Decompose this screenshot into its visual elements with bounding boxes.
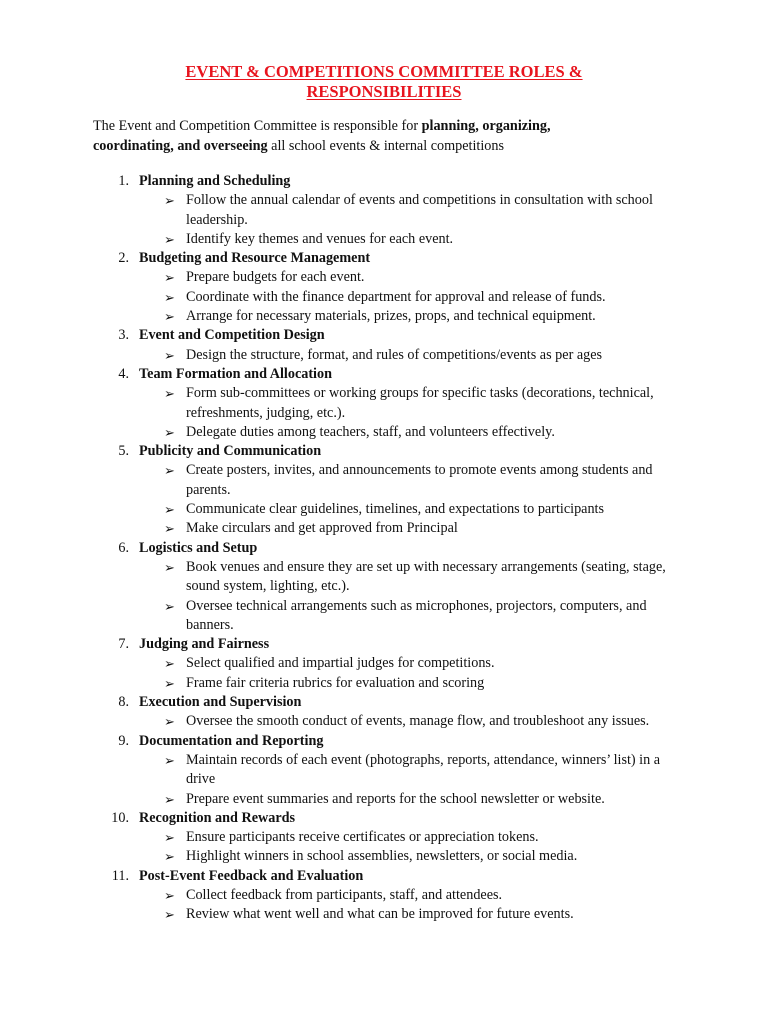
bullet-point [0, 346, 768, 365]
bullet-point [0, 674, 768, 693]
bullet-point [0, 500, 768, 519]
arrow-bullet-icon: ➢ [164, 887, 175, 903]
bullet-text: Identify key themes and venues for each event. [186, 230, 454, 247]
bullet-text: Oversee technical arrangements such as microphones, projectors, computers, and banners. [186, 597, 647, 633]
bullet-text: Communicate clear guidelines, timelines, and expectations to participants [186, 501, 605, 518]
arrow-bullet-icon: ➢ [164, 675, 175, 691]
list-item-number: 11. [111, 867, 129, 884]
list-item [0, 172, 768, 249]
list-item-number: 10. [111, 809, 129, 826]
list-item-title: Budgeting and Resource Management [139, 250, 371, 267]
list-item-number: 6. [118, 539, 129, 556]
title-line-2: RESPONSIBILITIES [306, 81, 462, 101]
arrow-bullet-icon: ➢ [164, 559, 175, 575]
list-item-heading [0, 172, 768, 191]
bullet-text: Follow the annual calendar of events and competitions in consultation with school leadership. [186, 192, 653, 228]
bullet-text: Review what went well and what can be improved for future events. [186, 906, 574, 923]
list-item-number: 1. [118, 173, 129, 189]
list-item [0, 442, 768, 538]
bullet-text: Select qualified and impartial judges for competitions. [186, 655, 495, 672]
list-item-number: 5. [118, 443, 129, 460]
list-item-title: Publicity and Communication [139, 443, 322, 460]
bullet-text: Coordinate with the finance department for approval and release of funds. [186, 288, 606, 305]
arrow-bullet-icon: ➢ [164, 907, 175, 923]
bullet-text: Delegate duties among teachers, staff, and volunteers effectively. [186, 423, 555, 440]
arrow-bullet-icon: ➢ [164, 714, 175, 730]
arrow-bullet-icon: ➢ [164, 193, 175, 209]
bullet-point [0, 558, 768, 597]
list-item-title: Execution and Supervision [139, 694, 302, 711]
list-item-heading [0, 365, 768, 384]
list-item-heading [0, 693, 768, 712]
intro-paragraph [93, 117, 613, 156]
bullet-text: Collect feedback from participants, staff, and attendees. [186, 886, 503, 903]
bullet-point [0, 519, 768, 538]
list-item-heading [0, 809, 768, 828]
bullet-point [0, 461, 768, 500]
list-item-heading [0, 867, 768, 886]
document-title [0, 62, 768, 101]
bullet-text: Arrange for necessary materials, prizes, props, and technical equipment. [186, 308, 596, 325]
arrow-bullet-icon: ➢ [164, 347, 175, 363]
list-item-number: 8. [118, 694, 129, 711]
list-item-number: 3. [118, 327, 129, 344]
list-item-title: Documentation and Reporting [139, 732, 324, 749]
bullet-point [0, 597, 768, 636]
arrow-bullet-icon: ➢ [164, 386, 175, 402]
list-item-number: 2. [118, 250, 129, 267]
list-item-title: Logistics and Setup [139, 539, 258, 556]
list-item-heading [0, 539, 768, 558]
intro-text-start: The Event and Competition Committee is responsible for [93, 118, 422, 134]
bullet-text: Make circulars and get approved from Principal [186, 520, 458, 537]
list-item-title: Judging and Fairness [139, 636, 270, 653]
list-item [0, 249, 768, 326]
list-item-heading [0, 732, 768, 751]
bullet-point [0, 384, 768, 423]
list-item-number: 4. [118, 365, 129, 382]
list-item-heading [0, 249, 768, 268]
list-item-heading [0, 635, 768, 654]
arrow-bullet-icon: ➢ [164, 598, 175, 614]
list-item-title: Event and Competition Design [139, 327, 325, 344]
list-item-heading [0, 326, 768, 345]
list-item [0, 635, 768, 693]
list-item [0, 326, 768, 365]
list-item-title: Planning and Scheduling [139, 173, 291, 189]
arrow-bullet-icon: ➢ [164, 463, 175, 479]
arrow-bullet-icon: ➢ [164, 424, 175, 440]
bullet-point [0, 828, 768, 847]
bullet-point [0, 307, 768, 326]
list-item-title: Post-Event Feedback and Evaluation [139, 867, 364, 884]
list-item-title: Recognition and Rewards [139, 809, 296, 826]
arrow-bullet-icon: ➢ [164, 270, 175, 286]
arrow-bullet-icon: ➢ [164, 289, 175, 305]
bullet-text: Design the structure, format, and rules of competitions/events as per ages [186, 346, 603, 363]
bullet-point [0, 847, 768, 866]
arrow-bullet-icon: ➢ [164, 309, 175, 325]
arrow-bullet-icon: ➢ [164, 791, 175, 807]
bullet-point [0, 191, 768, 230]
intro-text-bold: planning, organizing, coordinating, and overseeing [93, 118, 551, 154]
bullet-text: Oversee the smooth conduct of events, manage flow, and troubleshoot any issues. [186, 713, 650, 730]
list-item-number: 7. [118, 636, 129, 653]
bullet-point [0, 288, 768, 307]
list-item-number: 9. [118, 732, 129, 749]
bullet-point [0, 751, 768, 790]
list-item [0, 867, 768, 925]
bullet-point [0, 905, 768, 924]
arrow-bullet-icon: ➢ [164, 849, 175, 865]
bullet-text: Form sub-committees or working groups for specific tasks (decorations, technical, refreshments, judging, etc.). [186, 385, 654, 421]
bullet-point [0, 886, 768, 905]
bullet-text: Frame fair criteria rubrics for evaluation and scoring [186, 674, 485, 691]
intro-text-end: all school events & internal competitions [267, 137, 505, 154]
bullet-point [0, 268, 768, 287]
list-item [0, 732, 768, 809]
arrow-bullet-icon: ➢ [164, 656, 175, 672]
bullet-text: Create posters, invites, and announcements to promote events among students and parents. [186, 462, 653, 498]
title-line-1: EVENT & COMPETITIONS COMMITTEE ROLES & [185, 62, 583, 81]
responsibility-list [0, 172, 768, 925]
arrow-bullet-icon: ➢ [164, 521, 175, 537]
list-item [0, 365, 768, 442]
bullet-point [0, 790, 768, 809]
bullet-text: Maintain records of each event (photographs, reports, attendance, winners’ list) in a drive [186, 751, 661, 788]
bullet-text: Prepare budgets for each event. [186, 269, 365, 286]
bullet-text: Prepare event summaries and reports for the school newsletter or website. [186, 790, 605, 807]
bullet-text: Ensure participants receive certificates or appreciation tokens. [186, 829, 539, 846]
arrow-bullet-icon: ➢ [164, 502, 175, 518]
arrow-bullet-icon: ➢ [164, 231, 175, 247]
bullet-point [0, 423, 768, 442]
list-item-heading [0, 442, 768, 461]
bullet-text: Book venues and ensure they are set up with necessary arrangements (seating, stage, sound system, lighting, etc.). [186, 558, 666, 595]
list-item [0, 539, 768, 635]
bullet-point [0, 230, 768, 249]
arrow-bullet-icon: ➢ [164, 830, 175, 846]
bullet-point [0, 654, 768, 673]
list-item [0, 809, 768, 867]
list-item [0, 693, 768, 732]
list-item-title: Team Formation and Allocation [139, 365, 332, 382]
arrow-bullet-icon: ➢ [164, 752, 175, 768]
bullet-text: Highlight winners in school assemblies, newsletters, or social media. [186, 848, 578, 865]
bullet-point [0, 712, 768, 731]
